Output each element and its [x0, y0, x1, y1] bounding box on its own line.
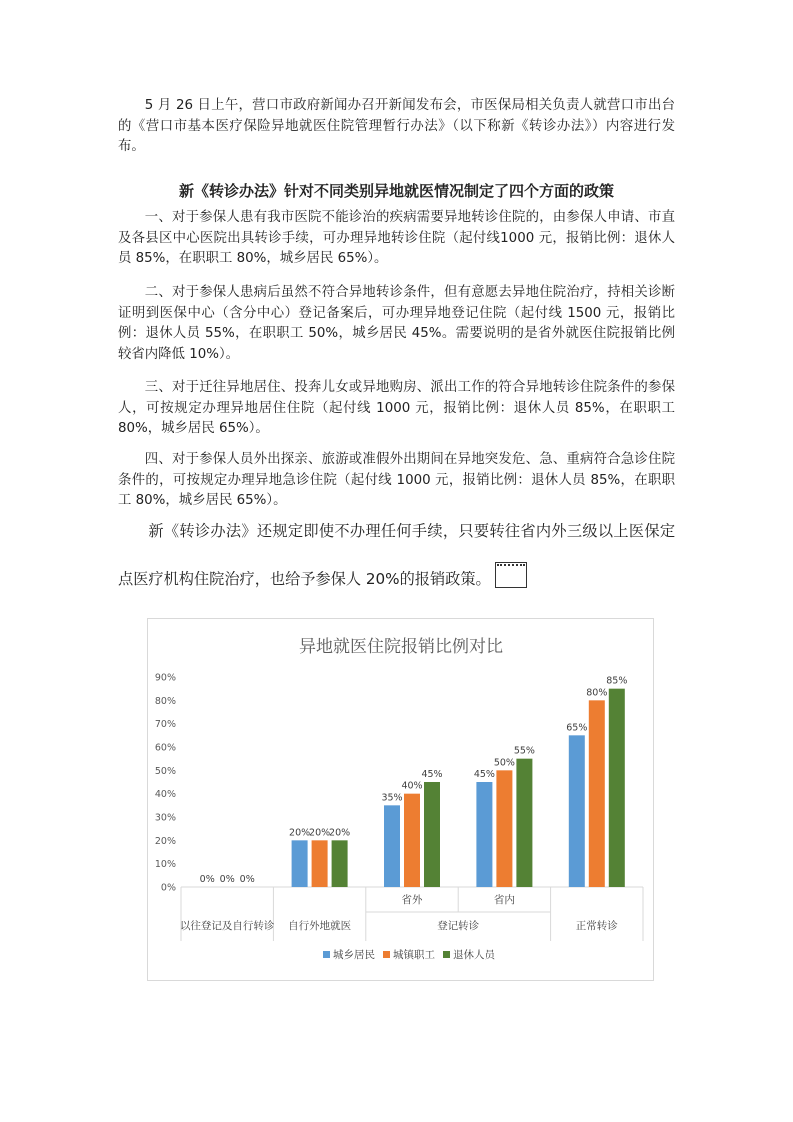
intro-paragraph: 5 月 26 日上午，营口市政府新闻办召开新闻发布会，市医保局相关负责人就营口市出台的《营口市基本医疗保险异地就医住院管理暂行办法》（以下称新《转诊办法》）内容进行发布。	[118, 98, 675, 154]
bar-3-5	[609, 689, 625, 887]
reimbursement-chart	[147, 618, 654, 981]
y-tick-label: 10%	[154, 859, 176, 871]
data-label: 40%	[401, 780, 423, 792]
y-tick-label: 20%	[154, 835, 176, 847]
data-label: 0%	[239, 874, 255, 885]
y-tick-label: 60%	[154, 742, 176, 754]
section-heading: 新《转诊办法》针对不同类别异地就医情况制定了四个方面的政策	[178, 182, 614, 200]
y-tick-label: 50%	[154, 765, 176, 777]
data-label: 45%	[421, 769, 443, 780]
bar-2-2	[312, 840, 328, 887]
y-tick-label: 0%	[160, 882, 176, 894]
closing-paragraph-text: 新《转诊办法》还规定即使不办理任何手续，只要转往省内外三级以上医保定点医疗机构住院治疗，也给予参保人 20%的报销政策。	[118, 522, 675, 588]
data-label: 45%	[473, 769, 495, 780]
y-tick-label: 40%	[154, 789, 176, 801]
legend-label: 城镇职工	[393, 949, 435, 961]
chart-title: 异地就医住院报销比例对比	[299, 637, 503, 657]
closing-paragraph	[118, 507, 675, 603]
legend-swatch	[443, 951, 450, 958]
policy-paragraph-1: 一、对于参保人患有我市医院不能诊治的疾病需要异地转诊住院的，由参保人申请、市直及各县区中心医院出具转诊手续，可办理异地转诊住院（起付线1000 元，报销比例：退休人员 85%，在职职工 80%，城乡居民 65%）。	[118, 210, 675, 266]
bar-2-4	[496, 770, 512, 887]
y-tick-label: 80%	[154, 695, 176, 707]
data-label: 0%	[219, 874, 235, 885]
data-label: 50%	[493, 757, 515, 769]
bar-1-4	[476, 782, 492, 887]
bar-1-3	[384, 805, 400, 887]
x-tick-label: 以往登记及自行转诊	[179, 920, 275, 932]
x-tick-label: 省内	[493, 894, 515, 906]
data-label: 0%	[199, 874, 215, 885]
x-tick-label: 省外	[401, 894, 423, 906]
data-label: 85%	[606, 675, 628, 687]
y-tick-label: 30%	[154, 812, 176, 824]
legend-label: 城乡居民	[333, 949, 375, 961]
bar-3-2	[332, 840, 348, 887]
x-tick-label: 自行外地就医	[288, 920, 352, 932]
bar-1-5	[569, 735, 585, 887]
data-label: 55%	[513, 745, 535, 757]
embedded-object-icon	[495, 562, 527, 588]
policy-paragraph-3: 三、对于迁往异地居住、投奔儿女或异地购房、派出工作的符合异地转诊住院条件的参保人，可按规定办理异地居住住院（起付线 1000 元，报销比例：退休人员 85%，在职职工 80%，城乡居民 65%）。	[118, 380, 675, 436]
bar-2-3	[404, 794, 420, 887]
data-label: 35%	[381, 792, 403, 804]
data-label: 20%	[329, 827, 351, 839]
data-label: 65%	[566, 722, 588, 734]
data-label: 80%	[586, 687, 608, 699]
data-label: 20%	[289, 827, 311, 839]
x-tick-label: 正常转诊	[575, 920, 618, 932]
legend-label: 退休人员	[453, 949, 495, 961]
legend-swatch	[383, 951, 390, 958]
y-tick-label: 70%	[154, 719, 176, 731]
bar-3-3	[424, 782, 440, 887]
bar-1-2	[292, 840, 308, 887]
y-tick-label: 90%	[154, 672, 176, 684]
policy-paragraph-2: 二、对于参保人患病后虽然不符合异地转诊条件，但有意愿去异地住院治疗，持相关诊断证明到医保中心（含分中心）登记备案后，可办理异地登记住院（起付线 1500 元，报销比例：退休人员 55%，在职职工 50%，城乡居民 45%。需要说明的是省外就医住院报销比例较省内降低 10%）。	[118, 285, 675, 362]
x-group-label: 登记转诊	[437, 920, 480, 932]
data-label: 20%	[309, 827, 331, 839]
legend-swatch	[323, 951, 330, 958]
bar-2-5	[589, 700, 605, 887]
bar-3-4	[516, 759, 532, 887]
policy-paragraph-4: 四、对于参保人员外出探亲、旅游或准假外出期间在异地突发危、急、重病符合急诊住院条件的，可按规定办理异地急诊住院（起付线 1000 元，报销比例：退休人员 85%，在职职工 80%，城乡居民 65%）。	[118, 452, 675, 508]
